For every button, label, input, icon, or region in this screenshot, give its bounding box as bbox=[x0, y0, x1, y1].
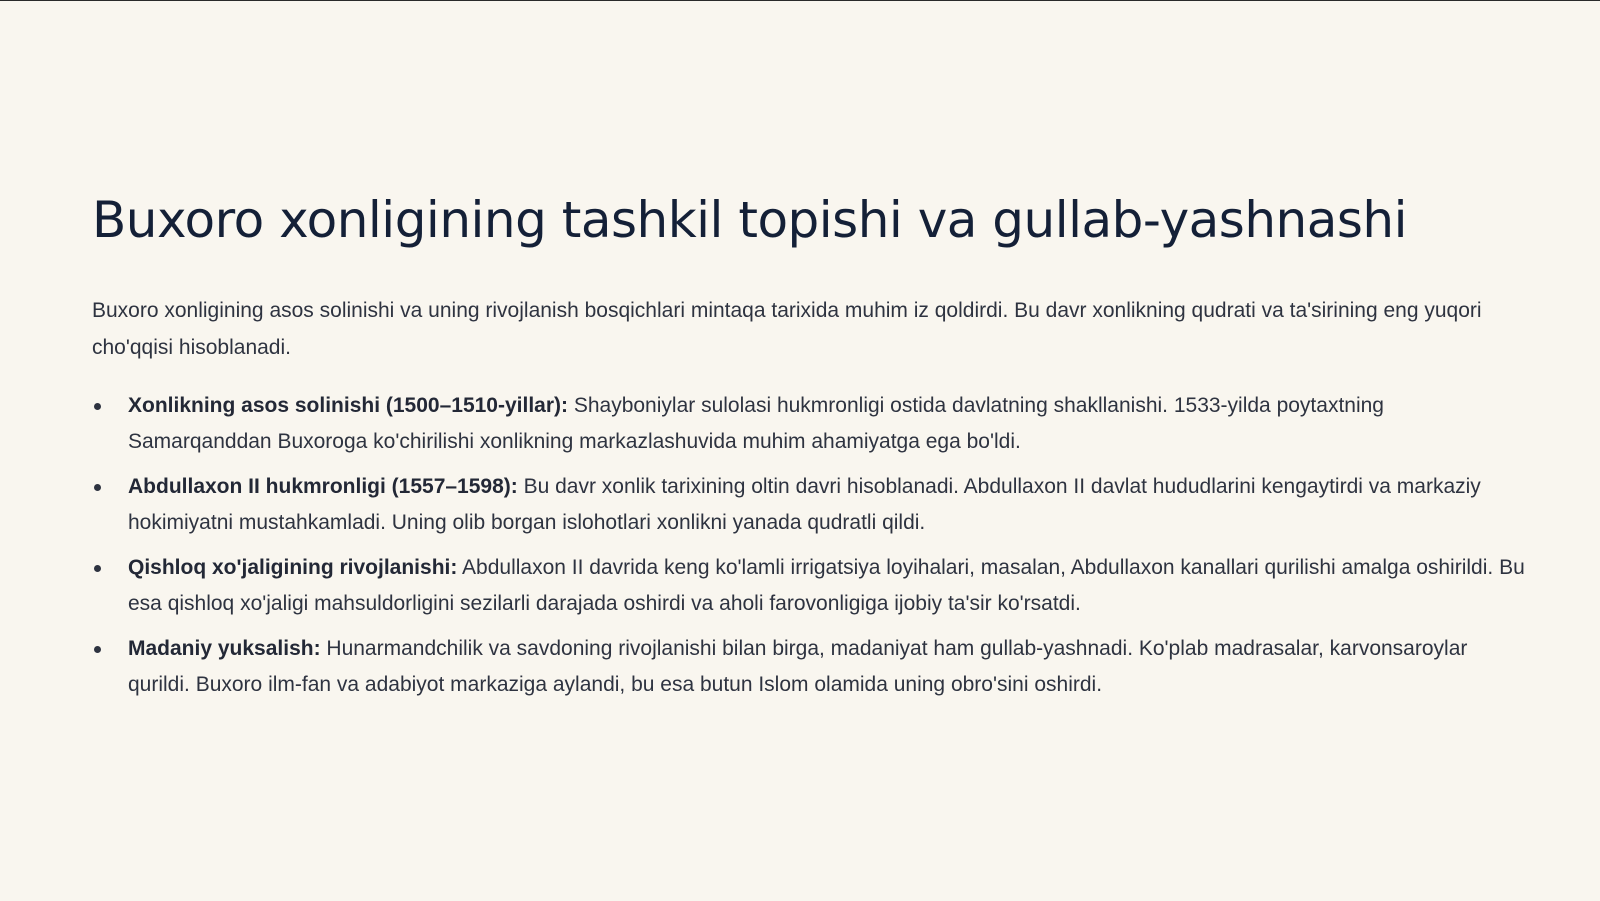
bullet-item-culture bbox=[92, 631, 1532, 703]
bullet-title: Madaniy yuksalish: bbox=[128, 637, 321, 660]
slide-title: Buxoro xonligining tashkil topishi va gullab-yashnashi bbox=[92, 191, 1407, 249]
bullet-dot-icon bbox=[94, 403, 101, 410]
intro-paragraph: Buxoro xonligining asos solinishi va uning rivojlanish bosqichlari mintaqa tarixida muhim iz qoldirdi. Bu davr xonlikning qudrati va ta'sirining eng yuqori cho'qqisi hisoblanadi. bbox=[92, 299, 1482, 359]
bullet-dot-icon bbox=[94, 646, 101, 653]
top-divider bbox=[0, 0, 1600, 1]
bullet-item-founding bbox=[92, 388, 1532, 460]
bullet-dot-icon bbox=[94, 565, 101, 572]
bullet-list bbox=[92, 388, 1532, 703]
bullet-text: Bu davr xonlik tarixining oltin davri hisoblanadi. Abdullaxon II davlat hududlarini kengaytirdi va markaziy hokimiyatni mustahkamladi. Uning olib borgan islohotlari xonlikni yanada qudratli qildi. bbox=[128, 475, 1481, 534]
bullet-title: Xonlikning asos solinishi (1500–1510-yillar): bbox=[128, 394, 568, 417]
bullet-title: Qishloq xo'jaligining rivojlanishi: bbox=[128, 556, 458, 579]
bullet-item-abdullaxon-reign bbox=[92, 469, 1532, 541]
bullet-dot-icon bbox=[94, 484, 101, 491]
slide-content bbox=[92, 188, 1532, 712]
bullet-text: Shayboniylar sulolasi hukmronligi ostida davlatning shakllanishi. 1533-yilda poytaxtning Samarqanddan Buxoroga ko'chirilishi xonlikning markazlashuvida muhim ahamiyatga ega bo'ldi. bbox=[128, 394, 1384, 453]
bullet-title: Abdullaxon II hukmronligi (1557–1598): bbox=[128, 475, 518, 498]
bullet-text: Hunarmandchilik va savdoning rivojlanishi bilan birga, madaniyat ham gullab-yashnadi. Ko'plab madrasalar, karvonsaroylar qurildi. Buxoro ilm-fan va adabiyot markaziga aylandi, bu esa butun Islom olamida uning obro'sini oshirdi. bbox=[128, 637, 1468, 696]
bullet-text: Abdullaxon II davrida keng ko'lamli irrigatsiya loyihalari, masalan, Abdullaxon kanallari qurilishi amalga oshirildi. Bu esa qishloq xo'jaligi mahsuldorligini sezilarli darajada oshirdi va aholi farovonligiga ijobiy ta'sir ko'rsatdi. bbox=[128, 556, 1525, 615]
bullet-item-agriculture bbox=[92, 550, 1532, 622]
